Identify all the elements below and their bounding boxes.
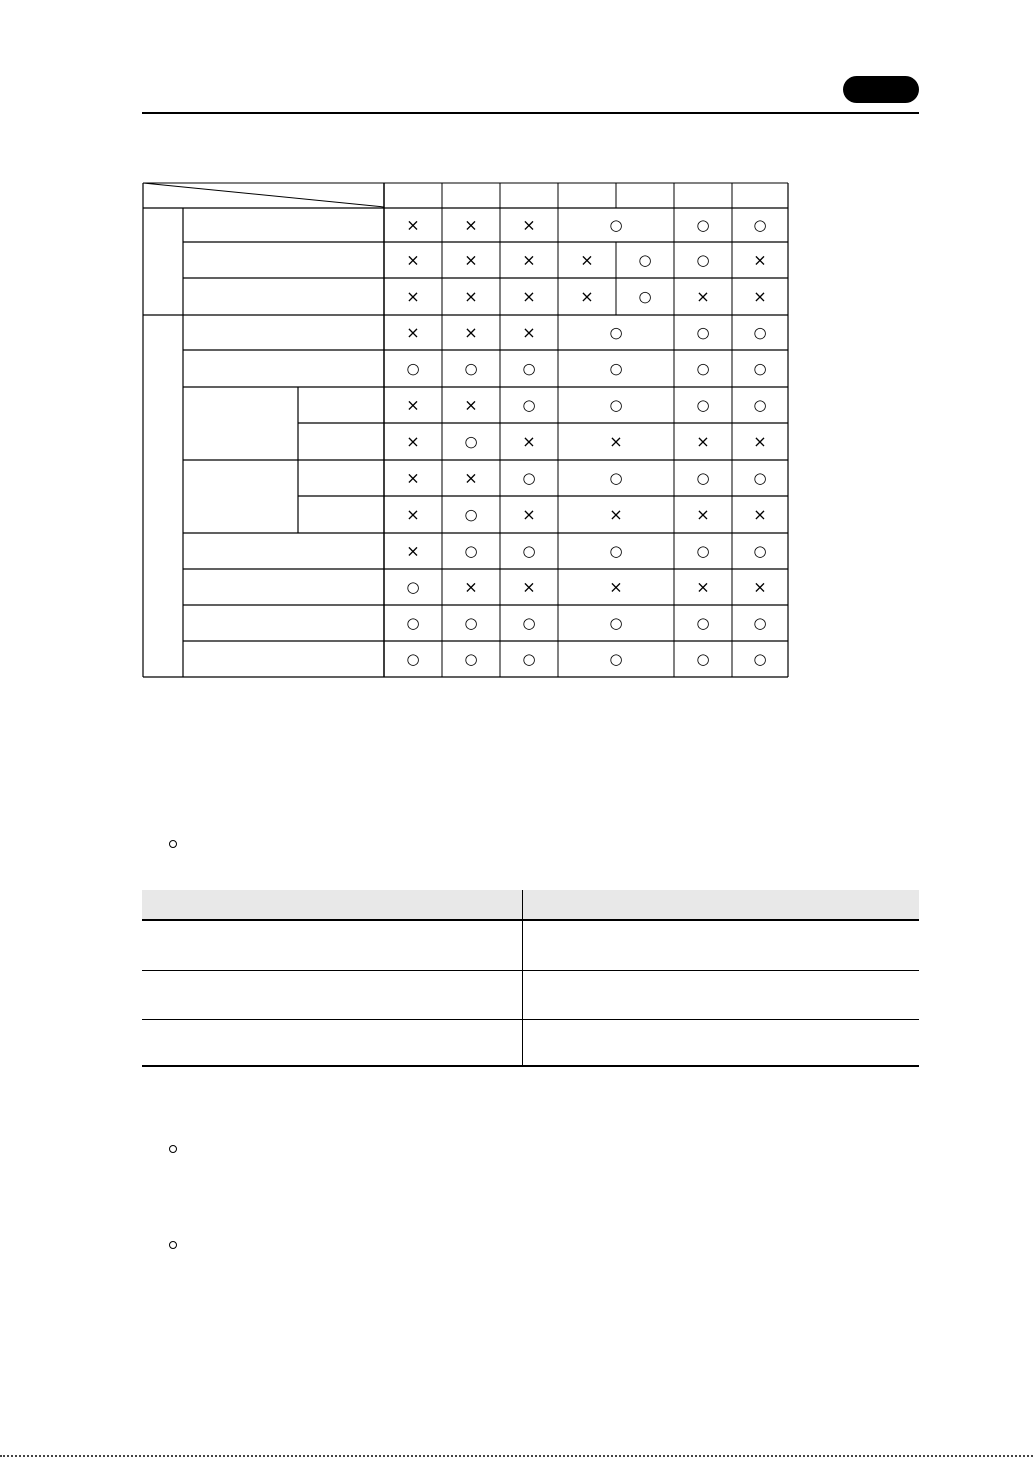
matrix-mark-r1-c3: × [522,215,536,235]
spec-table-header [142,890,919,919]
bullet-1 [169,840,177,848]
matrix-mark-r11-c4: × [609,577,623,597]
matrix-mark-r8-c1: × [406,468,420,488]
matrix-mark-r7-c6: × [753,432,767,451]
matrix-mark-r11-c3: × [522,577,536,597]
bullet-3 [169,1241,177,1249]
spec-row-rule-1 [142,970,919,971]
matrix-mark-r7-c2: ○ [464,432,478,451]
matrix-mark-r7-c3: × [522,432,536,451]
matrix-mark-r5-c2: ○ [464,359,478,378]
matrix-mark-r3-c2: × [464,287,478,306]
matrix-mark-r6-c1: × [406,395,420,415]
matrix-mark-r1-c6: ○ [753,216,767,234]
matrix-mark-r10-c4: ○ [609,542,623,560]
matrix-mark-r4-c4: ○ [609,323,623,342]
matrix-mark-r9-c4: × [609,505,623,524]
matrix-mark-r6-c5: ○ [696,396,710,414]
matrix-mark-r9-c1: × [406,505,420,524]
matrix-mark-r12-c6: ○ [753,614,767,632]
matrix-mark-r10-c6: ○ [753,542,767,560]
matrix-mark-r12-c5: ○ [696,614,710,632]
matrix-mark-r11-c1: ○ [406,578,420,596]
matrix-mark-r7-c1: × [406,432,420,451]
matrix-mark-r6-c3: ○ [522,396,536,414]
matrix-mark-r13-c5: ○ [696,650,710,668]
matrix-mark-r1-c4: ○ [609,216,623,234]
compatibility-matrix [0,0,1033,700]
matrix-mark-r10-c5: ○ [696,542,710,560]
matrix-mark-r9-c2: ○ [464,505,478,524]
matrix-mark-r3-c4: × [580,287,594,306]
matrix-mark-r10-c1: × [406,541,420,561]
spec-header-rule [142,919,919,921]
matrix-mark-r3-c7: × [753,287,767,306]
matrix-mark-r3-c5: ○ [638,287,652,306]
matrix-mark-r2-c6: ○ [696,251,710,269]
matrix-mark-r2-c3: × [522,250,536,270]
matrix-mark-r8-c6: ○ [753,469,767,487]
matrix-mark-r12-c4: ○ [609,614,623,632]
matrix-mark-r4-c6: ○ [753,323,767,342]
matrix-mark-r7-c5: × [696,432,710,451]
matrix-mark-r10-c3: ○ [522,542,536,560]
matrix-mark-r6-c6: ○ [753,396,767,414]
matrix-mark-r2-c7: × [753,250,767,270]
matrix-mark-r8-c3: ○ [522,469,536,487]
matrix-mark-r10-c2: ○ [464,542,478,560]
matrix-mark-r6-c4: ○ [609,396,623,414]
matrix-mark-r5-c3: ○ [522,359,536,378]
matrix-mark-r1-c5: ○ [696,216,710,234]
matrix-mark-r13-c2: ○ [464,650,478,668]
matrix-mark-r1-c2: × [464,215,478,235]
matrix-mark-r13-c1: ○ [406,650,420,668]
matrix-mark-r2-c5: ○ [638,251,652,269]
spec-row-rule-2 [142,1019,919,1020]
matrix-mark-r8-c5: ○ [696,469,710,487]
spec-bottom-rule [142,1065,919,1067]
matrix-mark-r9-c5: × [696,505,710,524]
matrix-mark-r9-c6: × [753,505,767,524]
matrix-mark-r3-c6: × [696,287,710,306]
matrix-mark-r4-c3: × [522,323,536,342]
matrix-mark-r13-c4: ○ [609,650,623,668]
matrix-mark-r12-c1: ○ [406,614,420,632]
matrix-mark-r12-c3: ○ [522,614,536,632]
matrix-mark-r8-c4: ○ [609,469,623,487]
matrix-mark-r4-c1: × [406,323,420,342]
matrix-mark-r13-c6: ○ [753,650,767,668]
matrix-mark-r1-c1: × [406,215,420,235]
matrix-mark-r7-c4: × [609,432,623,451]
matrix-mark-r8-c2: × [464,468,478,488]
matrix-mark-r12-c2: ○ [464,614,478,632]
matrix-mark-r11-c5: × [696,577,710,597]
matrix-mark-r13-c3: ○ [522,650,536,668]
spec-table [142,890,919,1067]
bullet-2 [169,1145,177,1153]
matrix-mark-r4-c2: × [464,323,478,342]
matrix-mark-r3-c1: × [406,287,420,306]
matrix-mark-r11-c2: × [464,577,478,597]
matrix-mark-r9-c3: × [522,505,536,524]
matrix-mark-r11-c6: × [753,577,767,597]
matrix-mark-r5-c6: ○ [753,359,767,378]
matrix-mark-r5-c4: ○ [609,359,623,378]
spec-column-divider [522,890,523,1067]
matrix-mark-r3-c3: × [522,287,536,306]
matrix-mark-r5-c5: ○ [696,359,710,378]
matrix-mark-r2-c4: × [580,250,594,270]
matrix-mark-r5-c1: ○ [406,359,420,378]
matrix-mark-r4-c5: ○ [696,323,710,342]
matrix-mark-r6-c2: × [464,395,478,415]
matrix-header-diagonal [143,183,384,207]
matrix-mark-r2-c1: × [406,250,420,270]
matrix-mark-r2-c2: × [464,250,478,270]
page-bottom-border [0,1455,1033,1457]
